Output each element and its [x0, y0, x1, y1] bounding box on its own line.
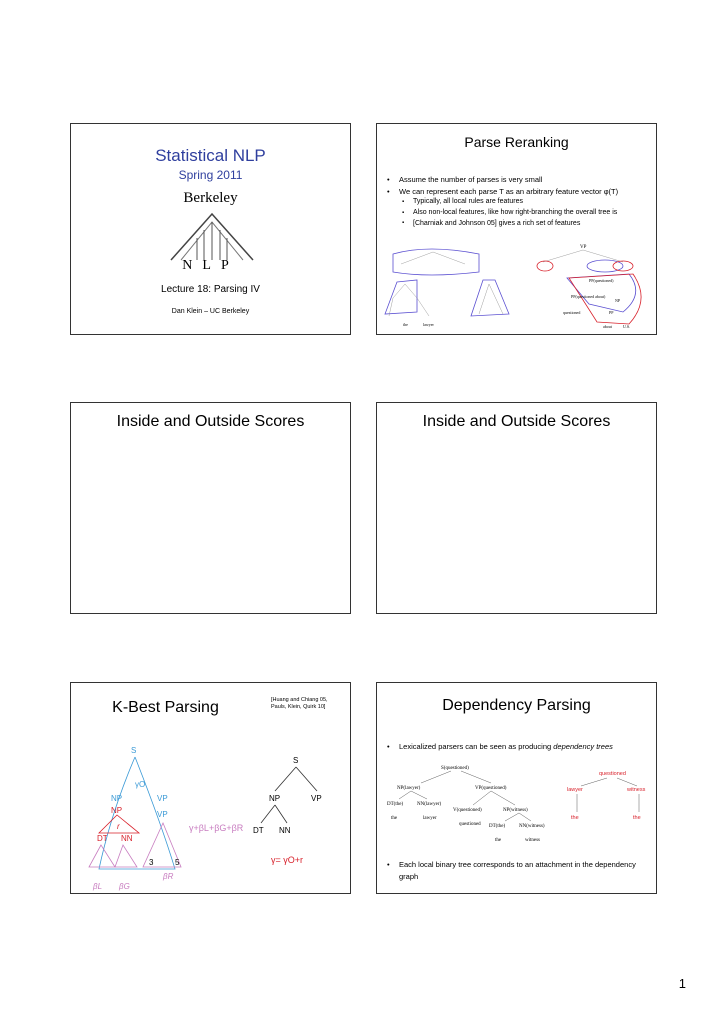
k-best-figure: [71, 733, 350, 893]
slide-title: Parse Reranking: [464, 134, 569, 150]
kb-label-r: r: [117, 822, 120, 831]
bullet: [385, 741, 650, 753]
bullet-list: [385, 174, 650, 230]
bullet-text: Lexicalized parsers can be seen as producing: [399, 742, 554, 751]
dep-tree-dt: DT(the): [387, 802, 404, 807]
tree-label-vp: VP: [580, 245, 587, 250]
dep-tree-word-witness: witness: [525, 838, 540, 843]
course-title: Statistical NLP: [155, 146, 266, 165]
kb-label-gamma-o: γO: [135, 780, 146, 789]
dependency-figure: [381, 761, 655, 851]
kb-label-np-child: NP: [111, 806, 123, 815]
kb-formula-2: γ= γO+r: [271, 855, 304, 865]
slide-parse-reranking: [376, 123, 657, 335]
slide-inside-outside-2: [376, 402, 657, 614]
tree-leaf: questioned: [563, 310, 581, 315]
dep-tree-vp: VP(questioned): [475, 786, 507, 791]
dep-graph-right-child: the: [633, 815, 641, 821]
lecture-title: Lecture 18: Parsing IV: [161, 284, 260, 295]
kb-label-beta-l: βL: [93, 882, 103, 891]
page-number: 1: [678, 976, 686, 991]
dep-tree-word-the: the: [391, 816, 398, 821]
kb-label-vp-child: VP: [157, 810, 168, 819]
logo-letter-p: P: [220, 258, 239, 273]
dep-tree-word-lawyer: lawyer: [423, 816, 437, 821]
course-term: Spring 2011: [178, 168, 243, 182]
kb-label-vp: VP: [157, 794, 168, 803]
slide-title: Dependency Parsing: [442, 697, 591, 714]
dep-tree-dt2: DT(the): [489, 824, 506, 829]
logo-letter-n: N: [182, 258, 203, 273]
citation-line: [Huang and Chiang 05,: [271, 697, 328, 703]
tree-label-pp-question-about: PP(questioned about): [571, 294, 606, 299]
slide-title: K-Best Parsing: [112, 699, 219, 716]
kb-right-nn: NN: [279, 826, 291, 835]
bullet-emphasis: dependency trees: [553, 742, 613, 751]
bullet: • Each local binary tree corresponds to an attachment in the dependency graph: [385, 859, 650, 882]
tree-leaf: the: [403, 322, 408, 327]
kb-right-vp: VP: [311, 794, 322, 803]
dep-tree-s: S(questioned): [441, 766, 469, 771]
tree-label-pp: PP: [609, 310, 614, 315]
tree-leaf: lawyer: [423, 322, 434, 327]
kb-label-beta-g: βG: [119, 882, 130, 891]
logo-letter-l: L: [202, 258, 221, 273]
tree-label-np: NP: [615, 298, 621, 303]
kb-label-5: 5: [175, 858, 180, 867]
slide-inside-outside-1: [70, 402, 351, 614]
kb-label-dt: DT: [97, 834, 108, 843]
logo-word: Berkeley: [183, 190, 238, 206]
dep-graph-left: lawyer: [567, 787, 583, 793]
slide-k-best-parsing: [70, 682, 351, 894]
dep-graph-root: questioned: [599, 771, 626, 777]
slide-dependency-parsing: [376, 682, 657, 894]
dep-tree-nn2: NN(witness): [519, 824, 545, 829]
bullet-list-2: [385, 859, 650, 882]
tree-label-pp-questioned: PP(questioned): [589, 278, 614, 283]
kb-formula-1: γ+βL+βG+βR: [189, 823, 244, 833]
dep-tree-np2: NP(witness): [503, 808, 528, 813]
feature-tree-figure: [383, 234, 651, 332]
sub-bullet: ▪ Typically, all local rules are features: [385, 197, 650, 208]
citation-line: Pauls, Klein, Quirk 10]: [271, 704, 326, 711]
tree-leaf: U.S.: [623, 324, 631, 329]
citation: [271, 697, 328, 711]
dep-tree-word-questioned: questioned: [459, 822, 481, 827]
dep-graph-right: witness: [627, 787, 646, 793]
logo-letters: [71, 258, 350, 274]
slide-title: [70, 123, 351, 335]
dep-graph-left-child: the: [571, 815, 579, 821]
kb-right-s: S: [293, 756, 299, 765]
kb-right-np: NP: [269, 794, 281, 803]
kb-right-dt: DT: [253, 826, 264, 835]
kb-label-3: 3: [149, 858, 154, 867]
dep-tree-np: NP(lawyer): [397, 786, 421, 791]
author: Dan Klein – UC Berkeley: [171, 308, 250, 315]
dep-tree-v: V(questioned): [453, 808, 482, 813]
slide-title: Inside and Outside Scores: [422, 413, 611, 430]
sub-bullet: ▪ [Charniak and Johnson 05] gives a rich set of features: [385, 219, 650, 230]
dep-tree-nn: NN(lawyer): [417, 802, 442, 807]
slide-title: Inside and Outside Scores: [116, 413, 305, 430]
tree-leaf: about: [603, 324, 612, 329]
sub-bullet: ▪ Also non-local features, like how right-branching the overall tree is: [385, 208, 650, 219]
dep-tree-word-the2: the: [495, 838, 502, 843]
kb-label-beta-r: βR: [163, 872, 174, 881]
kb-label-nn: NN: [121, 834, 133, 843]
kb-label-np: NP: [111, 794, 123, 803]
berkeley-nlp-logo: [167, 210, 257, 262]
bullet: • We can represent each parse T as an arbitrary feature vector φ(T): [385, 186, 650, 198]
bullet-list: [385, 741, 650, 753]
bullet: • Assume the number of parses is very small: [385, 174, 650, 186]
kb-label-s: S: [131, 746, 137, 755]
